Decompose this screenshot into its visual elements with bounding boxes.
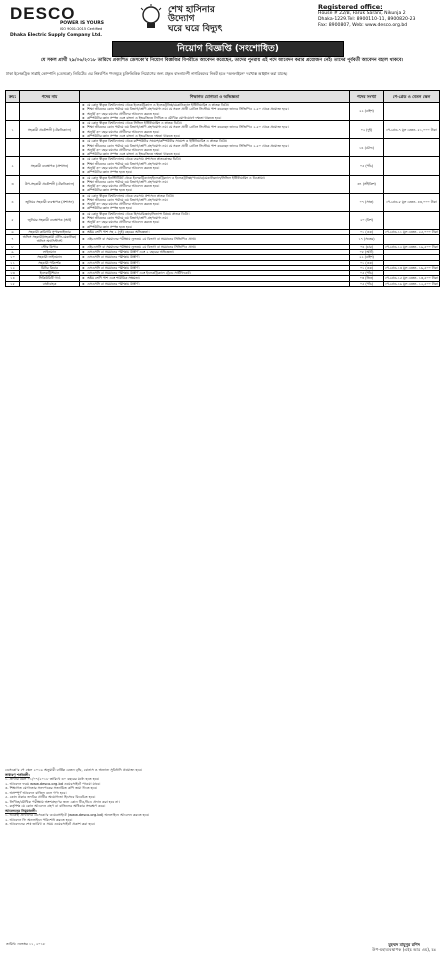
cell-requirements [80,281,350,286]
cell-grade [384,157,440,175]
requirement-item [81,188,348,192]
list-item: ৬. লিখিত/মৌখিক পরীক্ষায় অংশগ্রহণের জন্য কোন টিএ/ডিএ প্রদান করা হবে না। [5,799,120,804]
bullet-icon: ➤ [82,224,85,229]
table-row [6,235,440,245]
cell-sl: ১২ [6,265,20,270]
table-row [6,139,440,157]
cell-post: সিকিউরিটি গার্ড [20,276,80,281]
bullet-icon: ➤ [82,237,85,242]
cell-sl: ২ [6,157,20,175]
slogan [168,6,222,34]
general-conditions-heading: সাধারণ শর্তাবলী: [5,772,30,777]
cell-sl: ৮ [6,244,20,249]
cell-sl: ৯ [6,250,20,255]
cell-requirements [80,103,350,121]
cell-sl [6,139,20,157]
bullet-icon: ➤ [82,175,85,180]
apply-heading: আবেদনের নিয়মাবলী: [5,808,37,813]
cell-count: ৩৭ (সাঁইত্রিশ) [350,175,384,193]
bullet-icon: ➤ [82,179,85,184]
requirement-item [81,230,348,234]
cell-post: সহকারী প্রকৌশলী (টেকনিক্যাল) [20,121,80,139]
requirement-item [81,237,348,241]
memo-date: তারিখ: নভেম্বর ১১, ২০১৮ [6,942,46,946]
address-line: Fax: 8900807, Web: www.desco.org.bd [318,23,408,29]
bullet-icon: ➤ [82,260,85,265]
requirement-text: কম্পিউটার জ্ঞান সম্পন্ন এবং বাংলা ও ইংরেজিতে দক্ষতা থাকতে হবে। [87,133,181,138]
bullet-icon: ➤ [82,184,85,189]
bullet-icon: ➤ [82,281,85,286]
company-name: Dhaka Electric Supply Company Ltd. [10,33,102,39]
bullet-icon: ➤ [82,157,85,162]
intro-bold: যে সকল প্রার্থী ২৯/০৬/২০১৮ তারিখে প্রকাশিত ডেসকো'র নিয়োগ বিজ্ঞপ্তির বিপরীতে আবেদন করেছেন, তাদের পুনরায় এই পদে আবেদন করার প্রয়োজন নেই। তাদের পূর্ববর্তী আবেদন বহাল থাকবে। [40,58,404,63]
cell-count: ০৭ (সাত) [350,193,384,211]
requirement-text: অনূর্ধ্ব ৩০ বছর বয়সের প্রার্থীদের আবেদন করতে হবে। [87,129,160,134]
cell-requirements [80,157,350,175]
requirement-text: এইচএসসি বা সমমানের পরীক্ষায় নূন্যতম ২য় বিভাগ বা সমমানের সিজিপিএ প্রাপ্ত। [87,244,196,249]
requirement-text: এসএসসি বা সমমানের পরীক্ষায় উত্তীর্ণ। [87,265,140,270]
bullet-icon: ➤ [82,220,85,225]
cell-grade [384,103,440,121]
cell-requirements [80,265,350,270]
requirement-text: এসএসসি বা সমমানের পরীক্ষায় উত্তীর্ণ। [87,260,140,265]
notice-title: নিয়োগ বিজ্ঞপ্তি (সংশোধিত) [112,41,344,57]
bullet-icon: ➤ [82,271,85,276]
requirement-text: কম্পিউটার জ্ঞান সম্পন্ন এবং বাংলা ও ইংরেজিতে লিখিত ও মৌখিক যোগাযোগে দক্ষতা থাকতে হবে। [87,115,222,120]
requirement-item [81,225,348,229]
cell-sl: ৭ [6,235,20,245]
cell-requirements [80,121,350,139]
general-conditions-list [5,777,439,809]
desco-logo [10,3,104,39]
cell-requirements [80,139,350,157]
requirement-text: অষ্টম শ্রেণি পাশ সহ ২ (দুই) বছরের অভিজ্ঞতা। [87,229,150,234]
cell-count: ০২ (দুই) [350,121,384,139]
requirement-text: এসএসসি বা সমমানের পরীক্ষায় উত্তীর্ণ এবং ইলেকট্রিক্যাল ট্রেডে সার্টিফিকেট। [87,271,191,276]
requirement-item [81,116,348,120]
requirement-text: এসএসসি বা সমমানের পরীক্ষায় উত্তীর্ণ। [87,281,140,286]
cell-count: ০৫ (পাঁচ) [350,281,384,286]
cell-grade: পে-গ্রেড-১৬ মূল বেতন- ১২,৫০০ টাকা [385,281,438,286]
cell-count: ০৫ (পাঁচ) [350,271,384,276]
cell-count: ২২ (বাইশ) [350,255,384,260]
registered-office-title: Registered office: [318,3,383,11]
bullet-icon: ➤ [82,103,85,107]
slogan-line: ঘরে ঘরে বিদ্যুৎ [168,23,223,34]
cell-post: জুনিয়র সহকারী ব্যবস্থাপক (অর্থ) [20,211,80,229]
cell-post: সহকারী লাইনম্যান [20,255,80,260]
signatory-name: মুহম্মদ মামুনুর রশিদ [388,942,420,947]
cell-sl: ১৪ [6,276,20,281]
col-count: পদের সংখ্যা [350,91,384,103]
cell-sl: ১৩ [6,271,20,276]
cell-count: ০১ (এক) [350,265,384,270]
cell-requirements [80,235,350,245]
col-requirements: শিক্ষাগত যোগ্যতা ও অভিজ্ঞতা [80,91,350,103]
bullet-icon: ➤ [82,188,85,193]
cell-post: জুনিয়র সহকারী ব্যবস্থাপক (প্রশাসন) [20,193,80,211]
table-body [6,103,440,287]
list-item: ৪. অসম্পূর্ণ আবেদন বাতিল বলে গণ্য হবে। [5,790,67,795]
cell-count: ০১ (এক) [350,260,384,265]
cell-grade [384,211,440,229]
requirement-text: যে কোন স্বীকৃত বিশ্ববিদ্যালয় থেকে কম্পিউটার সায়েন্স/কম্পিউটার সায়েন্স ও ইঞ্জিনিয়ারিং এ স্নাতক ডিগ্রি। [87,139,228,144]
list-item: ৩. শিক্ষাগত যোগ্যতার সনদপত্রের সত্যায়িত কপি জমা দিতে হবে। [5,786,98,791]
cell-post: ইলেকট্রিশিয়ান [20,271,80,276]
cell-sl: ৪ [6,193,20,211]
signature-block [372,942,436,953]
table-row [6,157,440,175]
slogan-line: শেখ হাসিনার [168,5,215,15]
bullet-icon: ➤ [82,229,85,234]
requirement-text: শিক্ষা জীবনের কোন পর্যায়ে ৩য় বিভাগ/শ্রেণি গ্রহণযোগ্য নয়। যে সকল প্রার্থী গ্রেডিং সিস্টেমে পাশ করেছেন তাদের সিজিপিএ ২.৫০ থেকে প্রযোজ্য হবে। [87,107,289,112]
bullet-icon: ➤ [82,276,85,281]
requirement-text: অষ্টম শ্রেণি পাশ এবং শারীরিক সক্ষমতা। [87,276,140,281]
signatory-title: উপ-মহাব্যবস্থাপক (এইচ আর এম), চঃ [372,947,436,953]
address-line: Dhaka-1229.Tel: 8900110-11, 8900820-23 [318,17,416,23]
requirement-text: অনূর্ধ্ব ৩০ বছর বয়সের প্রার্থীদের আবেদন করতে হবে। [87,165,160,170]
requirement-item [81,206,348,210]
cell-sl: ৬ [6,229,20,234]
cell-grade: পে-গ্রেড-১১ মূল বেতন- ২৫,০০০ টাকা [385,229,438,234]
cell-post: স্টোর কিপার [20,244,80,249]
bullet-icon: ➤ [82,165,85,170]
intro-text: ঢাকা ইলেকট্রিক সাপ্লাই কোম্পানি (ডেসকো) লিমিটেড এর নিম্নবর্ণিত পদসমূহে চুক্তিভিত্তিক নিয়োগের জন্য প্রকৃত বাংলাদেশী নাগরিকদের নিকট হতে "অনলাইনে" দরখাস্ত আহ্বান করা যাচ্ছে। [6,71,288,76]
bullet-icon: ➤ [82,202,85,207]
bullet-icon: ➤ [82,152,85,157]
cell-count: ০৮ (আট) [350,250,384,255]
requirement-text: এসএসসি বা সমমানের পরীক্ষায় উত্তীর্ণ এবং ২ বছরের অভিজ্ঞতা। [87,250,175,254]
lightbulb-icon [138,4,164,34]
bullet-icon: ➤ [82,197,85,202]
requirement-text: যে কোন স্বীকৃত বিশ্ববিদ্যালয় থেকে ব্যবসায় প্রশাসনে স্নাতকোত্তর ডিগ্রি। [87,157,181,162]
cell-post: মিটার রিডার [20,265,80,270]
requirement-text: যে কোন স্বীকৃত বিশ্ববিদ্যালয় থেকে ব্যবসায় প্রশাসনে স্নাতক ডিগ্রি। [87,193,175,198]
requirement-text: শিক্ষা জীবনের কোন পর্যায়ে ৩য় বিভাগ/শ্রেণি গ্রহণযোগ্য নয়। [87,161,168,166]
cell-post: উপ-সহকারী প্রকৌশলী (টেকনিক্যাল) [20,175,80,193]
slogan-line: উদ্যোগ [168,14,195,25]
list-item: ২. আবেদন ফরম www.desco.org.bd ওয়েবসাইটে পাওয়া যাবে। [5,781,101,786]
registered-office [318,3,440,29]
logo-iso: ISO 9001:2015 Certified [60,26,103,31]
requirement-text: অনূর্ধ্ব ৩০ বছর বয়সের প্রার্থীদের আবেদন করতে হবে। [87,220,160,225]
cell-grade: পে-গ্রেড-১৩ মূল বেতন- ১৬,৫০০ টাকা [385,265,438,270]
table-row [6,211,440,229]
list-item: ১. আগ্রহী প্রার্থীদের ডেসকো'র ওয়েবসাইটে (www.desco.org.bd) অনলাইনে আবেদন করতে হবে। [5,813,150,818]
cell-sl: ১০ [6,255,20,260]
cell-post: সহকারী ব্যবস্থাপক (প্রশাসন) [20,157,80,175]
table-row [6,103,440,121]
requirement-item [81,255,348,259]
table-row [6,121,440,139]
bullet-icon: ➤ [82,143,85,148]
requirement-item [81,134,348,138]
requirement-text: কম্পিউটার জ্ঞান সম্পন্ন হতে হবে। [87,206,133,211]
table-header-row [6,91,440,103]
address-line: House # 22/B, Faruk Sarani, Nikunja 2 [318,11,406,17]
bullet-icon: ➤ [82,121,85,126]
requirement-text: শিক্ষা জীবনের কোন পর্যায়ে ৩য় বিভাগ/শ্রেণি গ্রহণযোগ্য নয়। যে সকল প্রার্থী গ্রেডিং সিস্টেমে পাশ করেছেন তাদের সিজিপিএ ২.৫০ থেকে প্রযোজ্য হবে। [87,125,289,130]
bullet-icon: ➤ [82,161,85,166]
bullet-icon: ➤ [82,147,85,152]
cell-post: সহকারী পরিদর্শক [20,260,80,265]
bullet-icon: ➤ [82,170,85,175]
bullet-icon: ➤ [82,129,85,134]
col-grade: পে-গ্রেড ও বেতন স্কেল [384,91,440,103]
cell-grade: পে-গ্রেড-১২ মূল বেতন- ১৯,৫০০ টাকা [385,244,438,249]
bullet-icon: ➤ [82,255,85,260]
bullet-icon: ➤ [82,211,85,216]
cell-count: ০৩ (তিন) [350,276,384,281]
requirement-item [81,261,348,265]
list-item: ৩. আবেদনের শেষ তারিখ ও সময় ওয়েবসাইটে প্রকাশ করা হবে। [5,822,96,827]
requirement-item [81,266,348,270]
cell-grade: পে-গ্রেড-৭ মূল বেতন- ৫১,০০০ টাকা [384,121,440,139]
bullet-icon: ➤ [82,125,85,130]
cell-sl: ৩ [6,175,20,193]
cell-count: ০৫ (পাঁচ) [350,157,384,175]
bullet-icon: ➤ [82,250,85,254]
cell-count: ২০ (বিশ) [350,211,384,229]
cell-requirements [80,271,350,276]
cell-post [20,103,80,121]
cell-post: সহকারী কারিগরি সুপারভাইজার [20,229,80,234]
cell-post: অফিস সহকারী/সহকারী টেলি-মেকানিক/ অফিস অ্যাসিস্ট্যান্ট [20,235,80,245]
requirement-text: যে কোন স্বীকৃত বিশ্ববিদ্যালয় থেকে ইলেকট্রিক্যাল ও ইলেকট্রনিক্স/মেকানিক্যাল ইঞ্জিনিয়ারিং এ স্নাতক ডিগ্রি। [87,103,230,107]
list-item: ১. প্রার্থীর বয়স ০১/০৭/২০১৮ তারিখে ৩০ বছরের মধ্যে হতে হবে। [5,777,100,782]
requirement-text: অনূর্ধ্ব ৩০ বছর বয়সের প্রার্থীদের আবেদন করতে হবে। [87,202,160,207]
requirement-text: শিক্ষা জীবনের কোন পর্যায়ে ৩য় বিভাগ/শ্রেণি গ্রহণযোগ্য নয়। [87,197,168,202]
cell-grade [384,235,440,245]
cell-sl [6,103,20,121]
requirement-item [81,152,348,156]
col-post: পদের নাম [20,91,80,103]
cell-grade [384,139,440,157]
requirement-item [81,245,348,249]
cell-requirements [80,193,350,211]
bullet-icon: ➤ [82,111,85,116]
table-row [6,175,440,193]
list-item: ২. আবেদন ফি অনলাইনে পরিশোধ করতে হবে। [5,817,73,822]
notes-lead: ডেসকো'র পে স্কেল ২০১৬ অনুযায়ী বার্ষিক বেতন বৃদ্ধি, বোনাস ও অন্যান্য সুবিধাদি প্রযোজ্য হবে। [5,768,143,772]
bullet-icon: ➤ [82,133,85,138]
logo-tagline: POWER IS YOURS [60,21,104,27]
requirement-item [81,250,348,254]
requirement-text: যে কোন স্বীকৃত বিশ্ববিদ্যালয় থেকে হিসাববিজ্ঞান/ফিন্যান্স বিষয়ে স্নাতক ডিগ্রি। [87,211,190,216]
cell-requirements [80,276,350,281]
cell-grade [384,175,440,193]
cell-grade: পে-গ্রেড-১৫ মূল বেতন- ১৩,৫০০ টাকা [385,276,438,281]
cell-count: ১৪ (চৌদ্দ) [350,139,384,157]
requirement-text: শিক্ষা জীবনের কোন পর্যায়ে ৩য় বিভাগ/শ্রেণি গ্রহণযোগ্য নয়। [87,179,168,184]
cell-sl: ৫ [6,211,20,229]
cell-requirements [80,255,350,260]
cell-requirements [80,175,350,193]
positions-table [5,90,440,287]
cell-count: ০৪ (চার) [350,244,384,249]
col-sl: ক্রম: [6,91,20,103]
cell-count: ১৭ (সতের) [350,235,384,245]
cell-requirements [80,211,350,229]
cell-requirements [80,244,350,249]
requirement-text: কম্পিউটার জ্ঞান সম্পন্ন হতে হবে। [87,224,133,229]
apply-list [5,813,439,827]
requirement-text: এইচএসসি বা সমমানের পরীক্ষায় নূন্যতম ২য় বিভাগ বা সমমানের সিজিপিএ প্রাপ্ত। [87,237,196,242]
bullet-icon: ➤ [82,115,85,120]
requirement-text: যে কোন স্বীকৃত ইনস্টিটিউট থেকে ইলেকট্রিক্যাল/ইলেকট্রিক্যাল ও ইলেকট্রনিক্স/পাওয়ার/মেকানিক্যাল/সিভিল ইঞ্জিনিয়ারিং এ ডিপ্লোমা। [87,175,265,180]
cell-requirements [80,260,350,265]
notes-section [5,768,439,827]
table-row [6,193,440,211]
bullet-icon: ➤ [82,139,85,144]
requirement-text: এসএসসি বা সমমানের পরীক্ষায় উত্তীর্ণ। [87,255,140,260]
requirement-text: যে কোন স্বীকৃত বিশ্ববিদ্যালয় থেকে সিভিল ইঞ্জিনিয়ারিং এ স্নাতক ডিগ্রি। [87,121,182,126]
bullet-icon: ➤ [82,244,85,249]
bullet-icon: ➤ [82,107,85,112]
requirement-text: কম্পিউটার জ্ঞান সম্পন্ন হতে হবে। [87,188,133,193]
bullet-icon: ➤ [82,206,85,211]
requirement-text: কম্পিউটার জ্ঞান সম্পন্ন এবং বাংলা ও ইংরেজিতে দক্ষতা থাকতে হবে। [87,152,181,157]
list-item: ৫. কোন প্রকার তদবির প্রার্থীর অযোগ্যতা হিসেবে বিবেচিত হবে। [5,795,96,800]
requirement-text: শিক্ষা জীবনের কোন পর্যায়ে ৩য় বিভাগ/শ্রেণি গ্রহণযোগ্য নয়। যে সকল প্রার্থী গ্রেডিং সিস্টেমে পাশ করেছেন তাদের সিজিপিএ ২.৫০ থেকে প্রযোজ্য হবে। [87,143,289,148]
cell-requirements [80,250,350,255]
logo-wordmark: DESCO [10,4,76,23]
requirement-text: শিক্ষা জীবনের কোন পর্যায়ে ৩য় বিভাগ/শ্রেণি গ্রহণযোগ্য নয়। [87,216,168,221]
requirement-item [81,276,348,280]
cell-requirements [80,229,350,234]
requirement-item [81,271,348,275]
bullet-icon: ➤ [82,265,85,270]
bullet-icon: ➤ [82,193,85,198]
cell-sl: ১১ [6,260,20,265]
bullet-icon: ➤ [82,216,85,221]
requirement-text: অনূর্ধ্ব ৩০ বছর বয়সের প্রার্থীদের আবেদন করতে হবে। [87,147,160,152]
cell-grade: পে-গ্রেড-৮ মূল বেতন- ৪৩,০০০ টাকা [384,193,440,211]
table-row [6,281,440,286]
requirement-text: অনূর্ধ্ব ৩০ বছর বয়সের প্রার্থীদের আবেদন করতে হবে। [87,184,160,189]
cell-post: বার্তাবাহক [20,281,80,286]
requirement-item [81,170,348,174]
cell-sl: ১৫ [6,281,20,286]
cell-sl: ১ [6,121,20,139]
requirement-item [81,282,348,286]
list-item: ৭. কর্তৃপক্ষ যে কোন আবেদন গ্রহণ বা বাতিলের অধিকার সংরক্ষণ করে। [5,804,106,809]
cell-post [20,139,80,157]
cell-count: ০১ (এক) [350,229,384,234]
cell-count: ২২ (বাইশ) [350,103,384,121]
cell-post: লাইনম্যান [20,250,80,255]
requirement-text: কম্পিউটার জ্ঞান সম্পন্ন হতে হবে। [87,170,133,175]
requirement-text: অনূর্ধ্ব ৩০ বছর বয়সের প্রার্থীদের আবেদন করতে হবে। [87,111,160,116]
